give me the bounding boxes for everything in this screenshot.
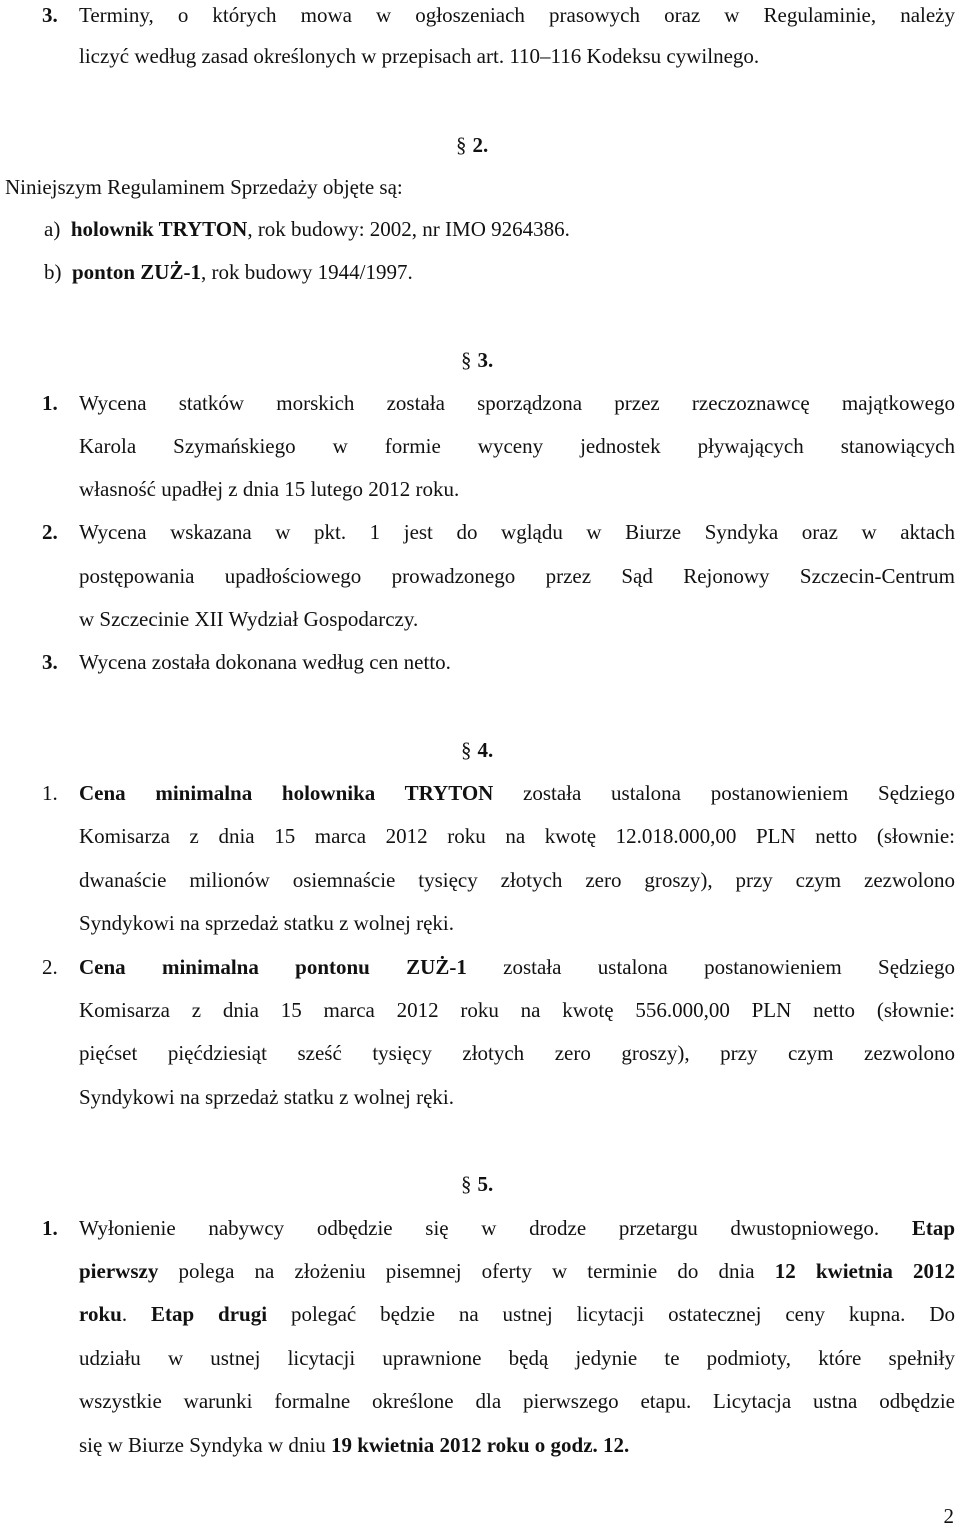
paragraph-line: własność upadłej z dnia 15 lutego 2012 roku. bbox=[79, 477, 460, 501]
paragraph-line: Wycena została dokonana według cen netto. bbox=[79, 650, 451, 674]
page-number: 2 bbox=[943, 1504, 954, 1528]
paragraph-line: pierwszy polega na złożeniu pisemnej oferty w terminie do dnia 12 kwietnia 2012 bbox=[79, 1259, 955, 1283]
section-heading-5: § 5. bbox=[461, 1172, 494, 1196]
list-number: 2. bbox=[42, 955, 58, 979]
section-intro: Niniejszym Regulaminem Sprzedaży objęte są: bbox=[5, 175, 403, 199]
paragraph-line: liczyć według zasad określonych w przepisach art. 110–116 Kodeksu cywilnego. bbox=[79, 44, 760, 68]
paragraph-line: Syndykowi na sprzedaż statku z wolnej ręki. bbox=[79, 1085, 454, 1109]
section-heading-4: § 4. bbox=[461, 738, 494, 762]
list-item-a: a) holownik TRYTON, rok budowy: 2002, nr IMO 9264386. bbox=[44, 217, 570, 241]
section-symbol: § bbox=[456, 133, 467, 157]
paragraph-line: w Szczecinie XII Wydział Gospodarczy. bbox=[79, 607, 419, 631]
paragraph-line: się w Biurze Syndyka w dniu 19 kwietnia 2012 roku o godz. 12. bbox=[79, 1433, 630, 1457]
paragraph-line: Wycena wskazana w pkt. 1 jest do wglądu w Biurze Syndyka oraz w aktach bbox=[79, 520, 955, 544]
paragraph-line: Cena minimalna holownika TRYTON została ustalona postanowieniem Sędziego bbox=[79, 781, 956, 805]
list-item-b: b) ponton ZUŻ-1, rok budowy 1944/1997. bbox=[44, 260, 413, 284]
section-symbol: § bbox=[461, 1172, 472, 1196]
list-number: 1. bbox=[42, 391, 58, 415]
paragraph-line: Komisarza z dnia 15 marca 2012 roku na kwotę 556.000,00 PLN netto (słownie: bbox=[79, 998, 955, 1022]
paragraph-line: Komisarza z dnia 15 marca 2012 roku na kwotę 12.018.000,00 PLN netto (słownie: bbox=[79, 824, 955, 848]
list-number: 2. bbox=[42, 520, 58, 544]
section-symbol: § bbox=[461, 738, 472, 762]
section-heading-3: § 3. bbox=[461, 348, 494, 372]
paragraph-line: Cena minimalna pontonu ZUŻ-1 została ustalona postanowieniem Sędziego bbox=[79, 955, 955, 979]
paragraph-line: Terminy, o których mowa w ogłoszeniach prasowych oraz w Regulaminie, należy bbox=[79, 3, 955, 27]
list-number: 1. bbox=[42, 1216, 58, 1240]
section-symbol: § bbox=[461, 348, 472, 372]
paragraph-line: wszystkie warunki formalne określone dla pierwszego etapu. Licytacja ustna odbędzie bbox=[79, 1389, 955, 1413]
paragraph-line: Wycena statków morskich została sporządzona przez rzeczoznawcę majątkowego bbox=[79, 391, 955, 415]
paragraph-line: roku. Etap drugi polegać będzie na ustnej licytacji ostatecznej ceny kupna. Do bbox=[79, 1302, 955, 1326]
list-number: 3. bbox=[42, 3, 58, 27]
paragraph-line: postępowania upadłościowego prowadzonego przez Sąd Rejonowy Szczecin-Centrum bbox=[79, 564, 955, 588]
section-heading-2: § 2. bbox=[456, 133, 489, 157]
paragraph-line: udziału w ustnej licytacji uprawnione będą jedynie te podmioty, które spełniły bbox=[79, 1346, 955, 1370]
paragraph-line: dwanaście milionów osiemnaście tysięcy złotych zero groszy), przy czym zezwolono bbox=[79, 868, 955, 892]
paragraph-line: Karola Szymańskiego w formie wyceny jednostek pływających stanowiących bbox=[79, 434, 955, 458]
paragraph-line: Wyłonienie nabywcy odbędzie się w drodze przetargu dwustopniowego. Etap bbox=[79, 1216, 955, 1240]
paragraph-line: Syndykowi na sprzedaż statku z wolnej ręki. bbox=[79, 911, 454, 935]
list-number: 3. bbox=[42, 650, 58, 674]
list-number: 1. bbox=[42, 781, 58, 805]
paragraph-line: pięćset pięćdziesiąt sześć tysięcy złotych zero groszy), przy czym zezwolono bbox=[79, 1041, 955, 1065]
